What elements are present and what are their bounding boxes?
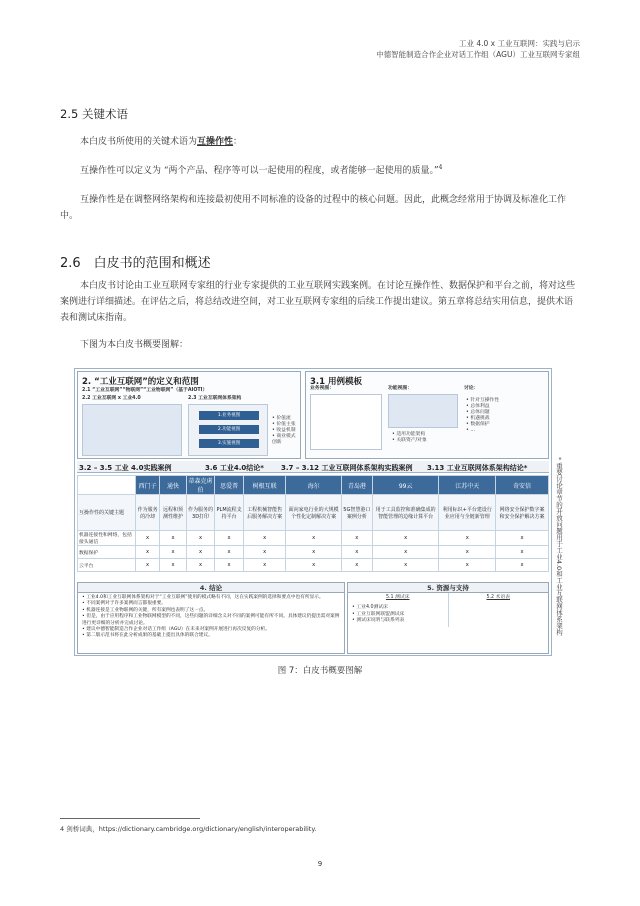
architecture-diagram bbox=[188, 404, 268, 456]
topic-cell: PLM流程支持平台 bbox=[215, 495, 244, 531]
matrix-row-label: 数据保护 bbox=[78, 546, 136, 559]
definition-sub-2: 2.2 工业互联网 x 工业4.0 bbox=[82, 396, 141, 401]
mark-cell: x bbox=[186, 531, 214, 546]
conclusion-box bbox=[77, 582, 345, 654]
mark-cell: x bbox=[439, 559, 496, 572]
section-26-heading: 2.6 白皮书的范围和概述 bbox=[60, 256, 211, 271]
definition-bullets bbox=[272, 416, 300, 446]
functional-bullet: • 关联资产/对象 bbox=[392, 438, 427, 443]
matrix-row-connectivity bbox=[78, 531, 549, 546]
topic-row bbox=[78, 495, 549, 531]
testbed-item: • 工业4.0测试床 bbox=[352, 605, 388, 611]
side-note-text: * 重要讨论章节的开放问题用于工业4.0和工业互联网体系架构 bbox=[555, 457, 563, 636]
mark-cell: x bbox=[372, 546, 439, 559]
overview-figure bbox=[74, 368, 563, 656]
business-view-label: 业务视图： bbox=[310, 386, 334, 391]
conclusion-item: • 不同案例对于许多案例而言都很重要。 bbox=[82, 601, 166, 607]
conclusion-item: • 第二版示范书将在此分析成果的基础上提出具体的联合建议。 bbox=[82, 633, 213, 639]
section-25-paragraph-2 bbox=[60, 160, 580, 179]
matrix-corner bbox=[78, 476, 136, 495]
glossary-column bbox=[449, 593, 549, 627]
side-note bbox=[553, 457, 567, 657]
topic-row-label: 互操作性的关键主题 bbox=[78, 495, 136, 531]
topic-cell: 作为服务的冷却 bbox=[136, 495, 160, 531]
topic-cell: 作为服务的3D打印 bbox=[186, 495, 214, 531]
header-line-1: 工业 4.0 x 工业互联网：实践与启示 bbox=[458, 39, 580, 48]
definition-box bbox=[77, 371, 301, 459]
mark-cell: x bbox=[496, 559, 549, 572]
mark-cell: x bbox=[160, 531, 187, 546]
company-header: 蒂森克虏伯 bbox=[186, 476, 214, 495]
functional-view-label: 功能视图： bbox=[388, 386, 412, 391]
mark-cell: x bbox=[160, 546, 187, 559]
section-26-paragraph-1: 本白皮书讨论由工业互联网专家组的行业专家提供的工业互联网实践案例。在讨论互操作性、数据保护和平台之前，将对这些案例进行详细描述。在评估之后，将总结改进空间，对工业互联网专家组的后续工作提出建议。第五章将总结实用信息，提供术语表和测试床指南。 bbox=[60, 281, 576, 323]
company-header: 西门子 bbox=[136, 476, 160, 495]
topic-cell: 5G智慧港口案例分析 bbox=[341, 495, 372, 531]
footnote-ref[interactable]: 4 bbox=[438, 164, 443, 171]
testbed-column bbox=[348, 593, 449, 627]
mark-cell: x bbox=[439, 531, 496, 546]
mark-cell: x bbox=[243, 546, 285, 559]
testbed-heading[interactable]: 5.1 测试床 bbox=[385, 595, 410, 600]
resources-box bbox=[347, 582, 549, 654]
topic-cell: 网络安全保护数字案和安全保护解决方案 bbox=[496, 495, 549, 531]
definition-bullet: • 价值主张 bbox=[272, 422, 296, 427]
row-label-iira-conclusion: 3.13 工业互联网体系架构结论* bbox=[427, 464, 528, 472]
mark-cell: x bbox=[372, 531, 439, 546]
mark-cell: x bbox=[286, 546, 341, 559]
key-term: 互操作性 bbox=[197, 137, 234, 147]
discussion-label: 讨论： bbox=[464, 386, 479, 391]
page-number: 9 bbox=[317, 860, 323, 868]
mark-cell: x bbox=[186, 546, 214, 559]
mark-cell: x bbox=[136, 546, 160, 559]
discussion-bullet: • 总体问题 bbox=[466, 410, 490, 415]
functional-view-diagram bbox=[388, 394, 458, 428]
testbed-item: • 工业互联网联盟测试床 bbox=[352, 611, 405, 617]
matrix-row-label: 云平台 bbox=[78, 559, 136, 572]
matrix-row-cloud-platform bbox=[78, 559, 549, 572]
footnote: 4 剑桥词典，https://dictionary.cambridge.org/dictionary/english/interoperability. bbox=[60, 825, 317, 833]
row-label-industry40-cases: 3.2 – 3.5 工业 4.0实践案例 bbox=[79, 464, 172, 472]
figure-top-row bbox=[75, 369, 551, 459]
resources-title: 5. 资源与支持 bbox=[348, 583, 548, 593]
topic-cell: 面向家电行业的大规模个性化定制解决方案 bbox=[286, 495, 341, 531]
mark-cell: x bbox=[341, 531, 372, 546]
mark-cell: x bbox=[160, 559, 187, 572]
mark-cell: x bbox=[215, 531, 244, 546]
discussion-bullets bbox=[466, 398, 499, 434]
mark-cell: x bbox=[243, 559, 285, 572]
section-25-paragraph-3: 互操作性是在调整网络架构和连接最初使用不同标准的设备的过程中的核心问题。因此，此概念经常用于协调及标准化工作中。 bbox=[60, 195, 567, 221]
mark-cell: x bbox=[496, 531, 549, 546]
mark-cell: x bbox=[286, 531, 341, 546]
use-case-matrix bbox=[77, 475, 549, 572]
company-header: 江苏中天 bbox=[439, 476, 496, 495]
definition-sub-3: 2.3 工业互联网体系架构 bbox=[188, 396, 242, 401]
mark-cell: x bbox=[136, 531, 160, 546]
running-header bbox=[376, 38, 580, 60]
conclusion-item: • 建议中德智能制造合作企业对话工作组（AGU）在未来对案例开展进行再次反复的分析。 bbox=[82, 627, 270, 633]
definition-bullet: • 价值流 bbox=[272, 416, 291, 421]
p1-suffix: ： bbox=[233, 137, 243, 147]
functional-bullets bbox=[392, 432, 427, 444]
company-header: 99云 bbox=[372, 476, 439, 495]
mark-cell: x bbox=[341, 559, 372, 572]
mark-cell: x bbox=[186, 559, 214, 572]
conclusion-title: 4. 结论 bbox=[78, 583, 344, 593]
mark-cell: x bbox=[372, 559, 439, 572]
mark-cell: x bbox=[496, 546, 549, 559]
p1-prefix: 本白皮书所使用的关键术语为 bbox=[80, 137, 198, 147]
p2-text: 互操作性可以定义为 “两个产品、程序等可以一起使用的程度，或者能够一起使用的质量。” bbox=[80, 166, 439, 176]
company-header: 青岛港 bbox=[341, 476, 372, 495]
resources-columns bbox=[348, 593, 548, 627]
flow-business-view: 1.业务视图 bbox=[199, 411, 259, 420]
row-label-iira-cases: 3.7 – 3.12 工业互联网体系架构实践案例 bbox=[281, 464, 413, 472]
matrix-row-data-protection bbox=[78, 546, 549, 559]
company-header: 海尔 bbox=[286, 476, 341, 495]
mark-cell: x bbox=[439, 546, 496, 559]
topic-cell: 用于工具监控和准确集成的智能管理的边缘计算平台 bbox=[372, 495, 439, 531]
header-line-2: 中德智能制造合作企业对话工作组（AGU）工业互联网专家组 bbox=[376, 50, 580, 59]
topic-cell: 远程和预测性维护 bbox=[160, 495, 187, 531]
footnote-divider bbox=[60, 818, 200, 819]
definition-bullet: • 商业模式创新 bbox=[272, 434, 296, 445]
use-case-template-box bbox=[305, 371, 549, 459]
company-header: 通快 bbox=[160, 476, 187, 495]
figure-caption: 图 7：白皮书概要图解 bbox=[277, 666, 363, 676]
flow-implementation-view: 3.实施视图 bbox=[199, 439, 259, 448]
mark-cell: x bbox=[136, 559, 160, 572]
company-header: 奇安信 bbox=[496, 476, 549, 495]
discussion-bullet: • 数据保护 bbox=[466, 422, 490, 427]
topic-cell: 利用标识+平台建设行业应用与全链新管理 bbox=[439, 495, 496, 531]
section-labels-row bbox=[77, 461, 549, 473]
conclusion-item: • 工业4.0和工业互联网体系架构对于“工业互联网”使用的模式略有不同，这在实践案例的选择和要点中也有所显示。 bbox=[82, 595, 324, 600]
conclusion-item: • 但是，由于应用程序和工业物联网模型的不同，这些问题的详细含义对不同的案例可能有所不同。具体建议仍提出需对案例进行更详细的分析并完成讨论。 bbox=[82, 614, 340, 626]
section-26-paragraph-2: 下图为本白皮书概要图解： bbox=[80, 340, 189, 350]
functional-bullet: • 适用功能架构 bbox=[392, 432, 426, 437]
mark-cell: x bbox=[286, 559, 341, 572]
definition-sub-1: 2.1 “工业互联网”“物联网”“工业物联网”（基于AIOTI） bbox=[82, 388, 208, 393]
discussion-bullet: • 总体利益 bbox=[466, 404, 490, 409]
row-label-industry40-conclusion: 3.6 工业4.0结论* bbox=[205, 464, 264, 472]
iot-diagram-image bbox=[82, 404, 182, 456]
mark-cell: x bbox=[215, 559, 244, 572]
mark-cell: x bbox=[341, 546, 372, 559]
section-25-paragraph-1 bbox=[60, 134, 580, 150]
definition-box-title: 2. “工业互联网”的定义和范围 bbox=[82, 377, 199, 387]
business-view-diagram bbox=[310, 394, 382, 450]
company-header: 树根互联 bbox=[243, 476, 285, 495]
section-25-heading: 2.5 关键术语 bbox=[60, 107, 128, 121]
glossary-heading[interactable]: 5.2 术语表 bbox=[486, 595, 511, 600]
conclusion-item: • 机器连接是工业物联网的关键，所有案例也表明了这一点。 bbox=[82, 607, 209, 613]
matrix-row-label: 机器连接性和网络，包括接头通信 bbox=[78, 531, 136, 546]
flow-functional-view: 2.功能视图 bbox=[199, 425, 259, 434]
company-header-row bbox=[78, 476, 549, 495]
testbed-item: • 测试床说明与联系列表 bbox=[352, 618, 405, 624]
discussion-bullet: • ... bbox=[466, 428, 475, 433]
conclusion-list bbox=[78, 593, 344, 642]
mark-cell: x bbox=[215, 546, 244, 559]
discussion-bullet: • 针对互操作性 bbox=[466, 398, 500, 403]
topic-cell: 工程机械智能售后服务解决方案 bbox=[243, 495, 285, 531]
company-header: 思爱普 bbox=[215, 476, 244, 495]
mark-cell: x bbox=[243, 531, 285, 546]
use-case-template-title: 3.1 用例模板 bbox=[310, 377, 363, 387]
definition-bullet: • 收益机制 bbox=[272, 428, 296, 433]
discussion-bullet: • 机遇挑战 bbox=[466, 416, 490, 421]
